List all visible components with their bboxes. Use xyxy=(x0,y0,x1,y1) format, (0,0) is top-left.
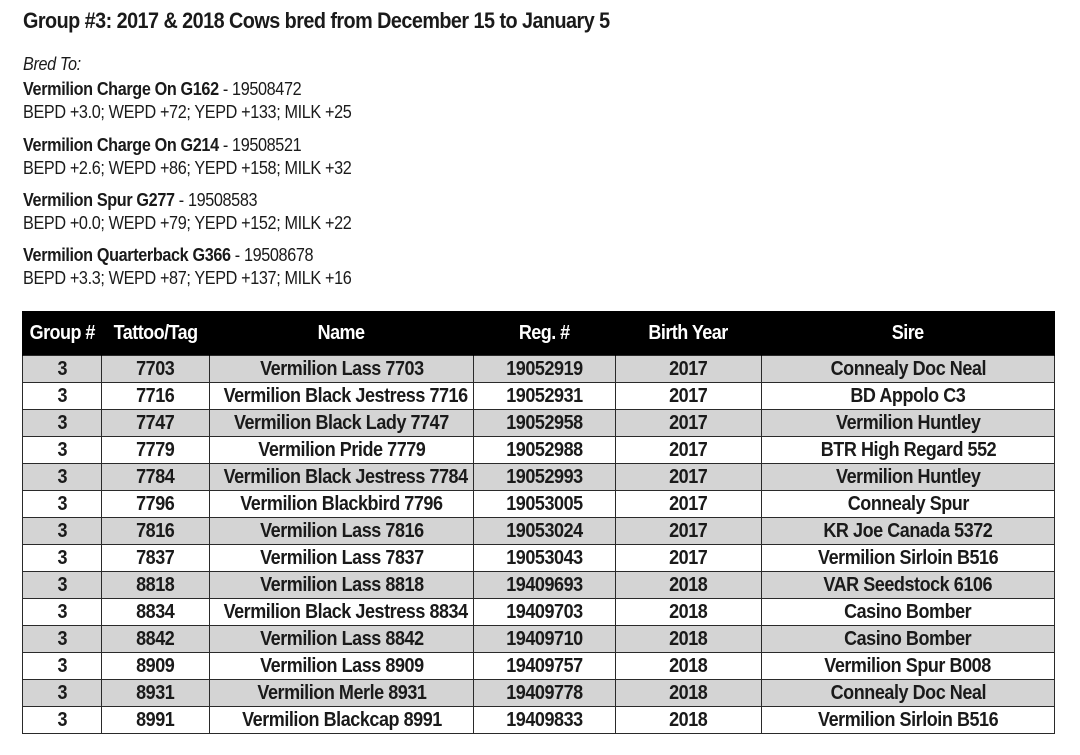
cell-sire: Connealy Doc Neal xyxy=(762,680,1055,707)
cell-tattoo: 7784 xyxy=(102,464,210,491)
cell-tattoo: 7703 xyxy=(102,356,210,383)
column-header-reg: Reg. # xyxy=(474,311,616,356)
cell-reg: 19053024 xyxy=(474,518,616,545)
table-row xyxy=(23,437,1055,464)
cow-table-body xyxy=(23,356,1055,734)
cell-tattoo: 7779 xyxy=(102,437,210,464)
bred-sire-epds: BEPD +2.6; WEPD +86; YEPD +158; MILK +32 xyxy=(23,158,352,178)
cell-birth-year: 2018 xyxy=(616,653,762,680)
bred-sire-epds: BEPD +0.0; WEPD +79; YEPD +152; MILK +22 xyxy=(23,213,352,233)
cell-name: Vermilion Blackbird 7796 xyxy=(210,491,474,518)
cell-name: Vermilion Lass 8818 xyxy=(210,572,474,599)
table-row xyxy=(23,626,1055,653)
table-row xyxy=(23,707,1055,734)
bred-sire-entry xyxy=(23,189,351,235)
bred-sire-name: Vermilion Spur G277 xyxy=(23,190,175,210)
cell-reg: 19052988 xyxy=(474,437,616,464)
bred-sire-entry xyxy=(23,244,351,290)
bred-sire-reg: - 19508678 xyxy=(230,245,314,265)
bred-sire-entry xyxy=(23,134,351,180)
cell-tattoo: 8931 xyxy=(102,680,210,707)
table-header-row xyxy=(23,311,1055,356)
cell-birth-year: 2017 xyxy=(616,356,762,383)
cell-sire: BD Appolo C3 xyxy=(762,383,1055,410)
cell-reg: 19409757 xyxy=(474,653,616,680)
cell-sire: Vermilion Huntley xyxy=(762,410,1055,437)
cell-sire: KR Joe Canada 5372 xyxy=(762,518,1055,545)
cell-birth-year: 2017 xyxy=(616,464,762,491)
cell-group: 3 xyxy=(23,383,102,410)
cell-group: 3 xyxy=(23,572,102,599)
cell-tattoo: 8909 xyxy=(102,653,210,680)
page-title: Group #3: 2017 & 2018 Cows bred from December 15 to January 5 xyxy=(23,8,610,33)
column-header-birth-year: Birth Year xyxy=(616,311,762,356)
column-header-sire: Sire xyxy=(762,311,1055,356)
cell-tattoo: 7837 xyxy=(102,545,210,572)
cell-birth-year: 2017 xyxy=(616,437,762,464)
cell-name: Vermilion Black Jestress 7784 xyxy=(210,464,474,491)
cell-birth-year: 2018 xyxy=(616,680,762,707)
cell-reg: 19409833 xyxy=(474,707,616,734)
cell-group: 3 xyxy=(23,356,102,383)
table-row xyxy=(23,410,1055,437)
table-row xyxy=(23,680,1055,707)
cell-group: 3 xyxy=(23,653,102,680)
bred-sire-reg: - 19508472 xyxy=(218,79,302,99)
cell-birth-year: 2017 xyxy=(616,518,762,545)
table-row xyxy=(23,572,1055,599)
table-row xyxy=(23,491,1055,518)
cell-tattoo: 7716 xyxy=(102,383,210,410)
cell-reg: 19409710 xyxy=(474,626,616,653)
cell-tattoo: 8818 xyxy=(102,572,210,599)
cell-birth-year: 2017 xyxy=(616,410,762,437)
table-row xyxy=(23,356,1055,383)
cell-reg: 19053005 xyxy=(474,491,616,518)
cell-name: Vermilion Merle 8931 xyxy=(210,680,474,707)
bred-sire-reg: - 19508583 xyxy=(174,190,258,210)
cell-reg: 19052958 xyxy=(474,410,616,437)
cell-reg: 19052919 xyxy=(474,356,616,383)
cell-sire: Vermilion Sirloin B516 xyxy=(762,707,1055,734)
cell-reg: 19409703 xyxy=(474,599,616,626)
bred-sire-entry xyxy=(23,78,351,124)
cell-sire: Connealy Spur xyxy=(762,491,1055,518)
column-header-name: Name xyxy=(210,311,474,356)
cell-group: 3 xyxy=(23,707,102,734)
table-row xyxy=(23,518,1055,545)
cell-name: Vermilion Blackcap 8991 xyxy=(210,707,474,734)
cell-tattoo: 8991 xyxy=(102,707,210,734)
cell-group: 3 xyxy=(23,599,102,626)
table-row xyxy=(23,464,1055,491)
cell-group: 3 xyxy=(23,437,102,464)
cell-group: 3 xyxy=(23,680,102,707)
cell-group: 3 xyxy=(23,545,102,572)
cell-birth-year: 2017 xyxy=(616,545,762,572)
cell-name: Vermilion Pride 7779 xyxy=(210,437,474,464)
table-row xyxy=(23,383,1055,410)
cell-sire: Connealy Doc Neal xyxy=(762,356,1055,383)
cell-group: 3 xyxy=(23,626,102,653)
cell-name: Vermilion Lass 7703 xyxy=(210,356,474,383)
cell-name: Vermilion Lass 8842 xyxy=(210,626,474,653)
table-row xyxy=(23,599,1055,626)
cell-tattoo: 8842 xyxy=(102,626,210,653)
cell-group: 3 xyxy=(23,410,102,437)
cell-sire: Casino Bomber xyxy=(762,599,1055,626)
cell-birth-year: 2018 xyxy=(616,626,762,653)
cell-group: 3 xyxy=(23,464,102,491)
cell-sire: BTR High Regard 552 xyxy=(762,437,1055,464)
cell-name: Vermilion Lass 7837 xyxy=(210,545,474,572)
cell-sire: Vermilion Huntley xyxy=(762,464,1055,491)
bred-sire-name: Vermilion Quarterback G366 xyxy=(23,245,231,265)
cell-birth-year: 2018 xyxy=(616,572,762,599)
cell-name: Vermilion Lass 8909 xyxy=(210,653,474,680)
bred-sire-reg: - 19508521 xyxy=(218,135,302,155)
cow-table xyxy=(22,311,1055,734)
cell-group: 3 xyxy=(23,518,102,545)
cell-sire: Casino Bomber xyxy=(762,626,1055,653)
cell-sire: VAR Seedstock 6106 xyxy=(762,572,1055,599)
table-row xyxy=(23,653,1055,680)
cell-name: Vermilion Black Jestress 7716 xyxy=(210,383,474,410)
bred-to-label: Bred To: xyxy=(23,54,81,74)
cell-birth-year: 2018 xyxy=(616,707,762,734)
cell-reg: 19409693 xyxy=(474,572,616,599)
cell-name: Vermilion Black Jestress 8834 xyxy=(210,599,474,626)
bred-sire-epds: BEPD +3.3; WEPD +87; YEPD +137; MILK +16 xyxy=(23,268,352,288)
bred-sire-name: Vermilion Charge On G162 xyxy=(23,79,219,99)
cell-reg: 19052931 xyxy=(474,383,616,410)
cell-group: 3 xyxy=(23,491,102,518)
cell-birth-year: 2018 xyxy=(616,599,762,626)
cell-reg: 19053043 xyxy=(474,545,616,572)
cell-tattoo: 7747 xyxy=(102,410,210,437)
cell-birth-year: 2017 xyxy=(616,491,762,518)
column-header-tattoo: Tattoo/Tag xyxy=(102,311,210,356)
table-row xyxy=(23,545,1055,572)
cell-tattoo: 7816 xyxy=(102,518,210,545)
bred-sire-name: Vermilion Charge On G214 xyxy=(23,135,219,155)
cell-reg: 19409778 xyxy=(474,680,616,707)
cell-reg: 19052993 xyxy=(474,464,616,491)
cell-sire: Vermilion Spur B008 xyxy=(762,653,1055,680)
column-header-group: Group # xyxy=(23,311,102,356)
bred-sire-epds: BEPD +3.0; WEPD +72; YEPD +133; MILK +25 xyxy=(23,102,352,122)
cell-birth-year: 2017 xyxy=(616,383,762,410)
cell-name: Vermilion Black Lady 7747 xyxy=(210,410,474,437)
cell-name: Vermilion Lass 7816 xyxy=(210,518,474,545)
cell-tattoo: 8834 xyxy=(102,599,210,626)
cell-sire: Vermilion Sirloin B516 xyxy=(762,545,1055,572)
cell-tattoo: 7796 xyxy=(102,491,210,518)
